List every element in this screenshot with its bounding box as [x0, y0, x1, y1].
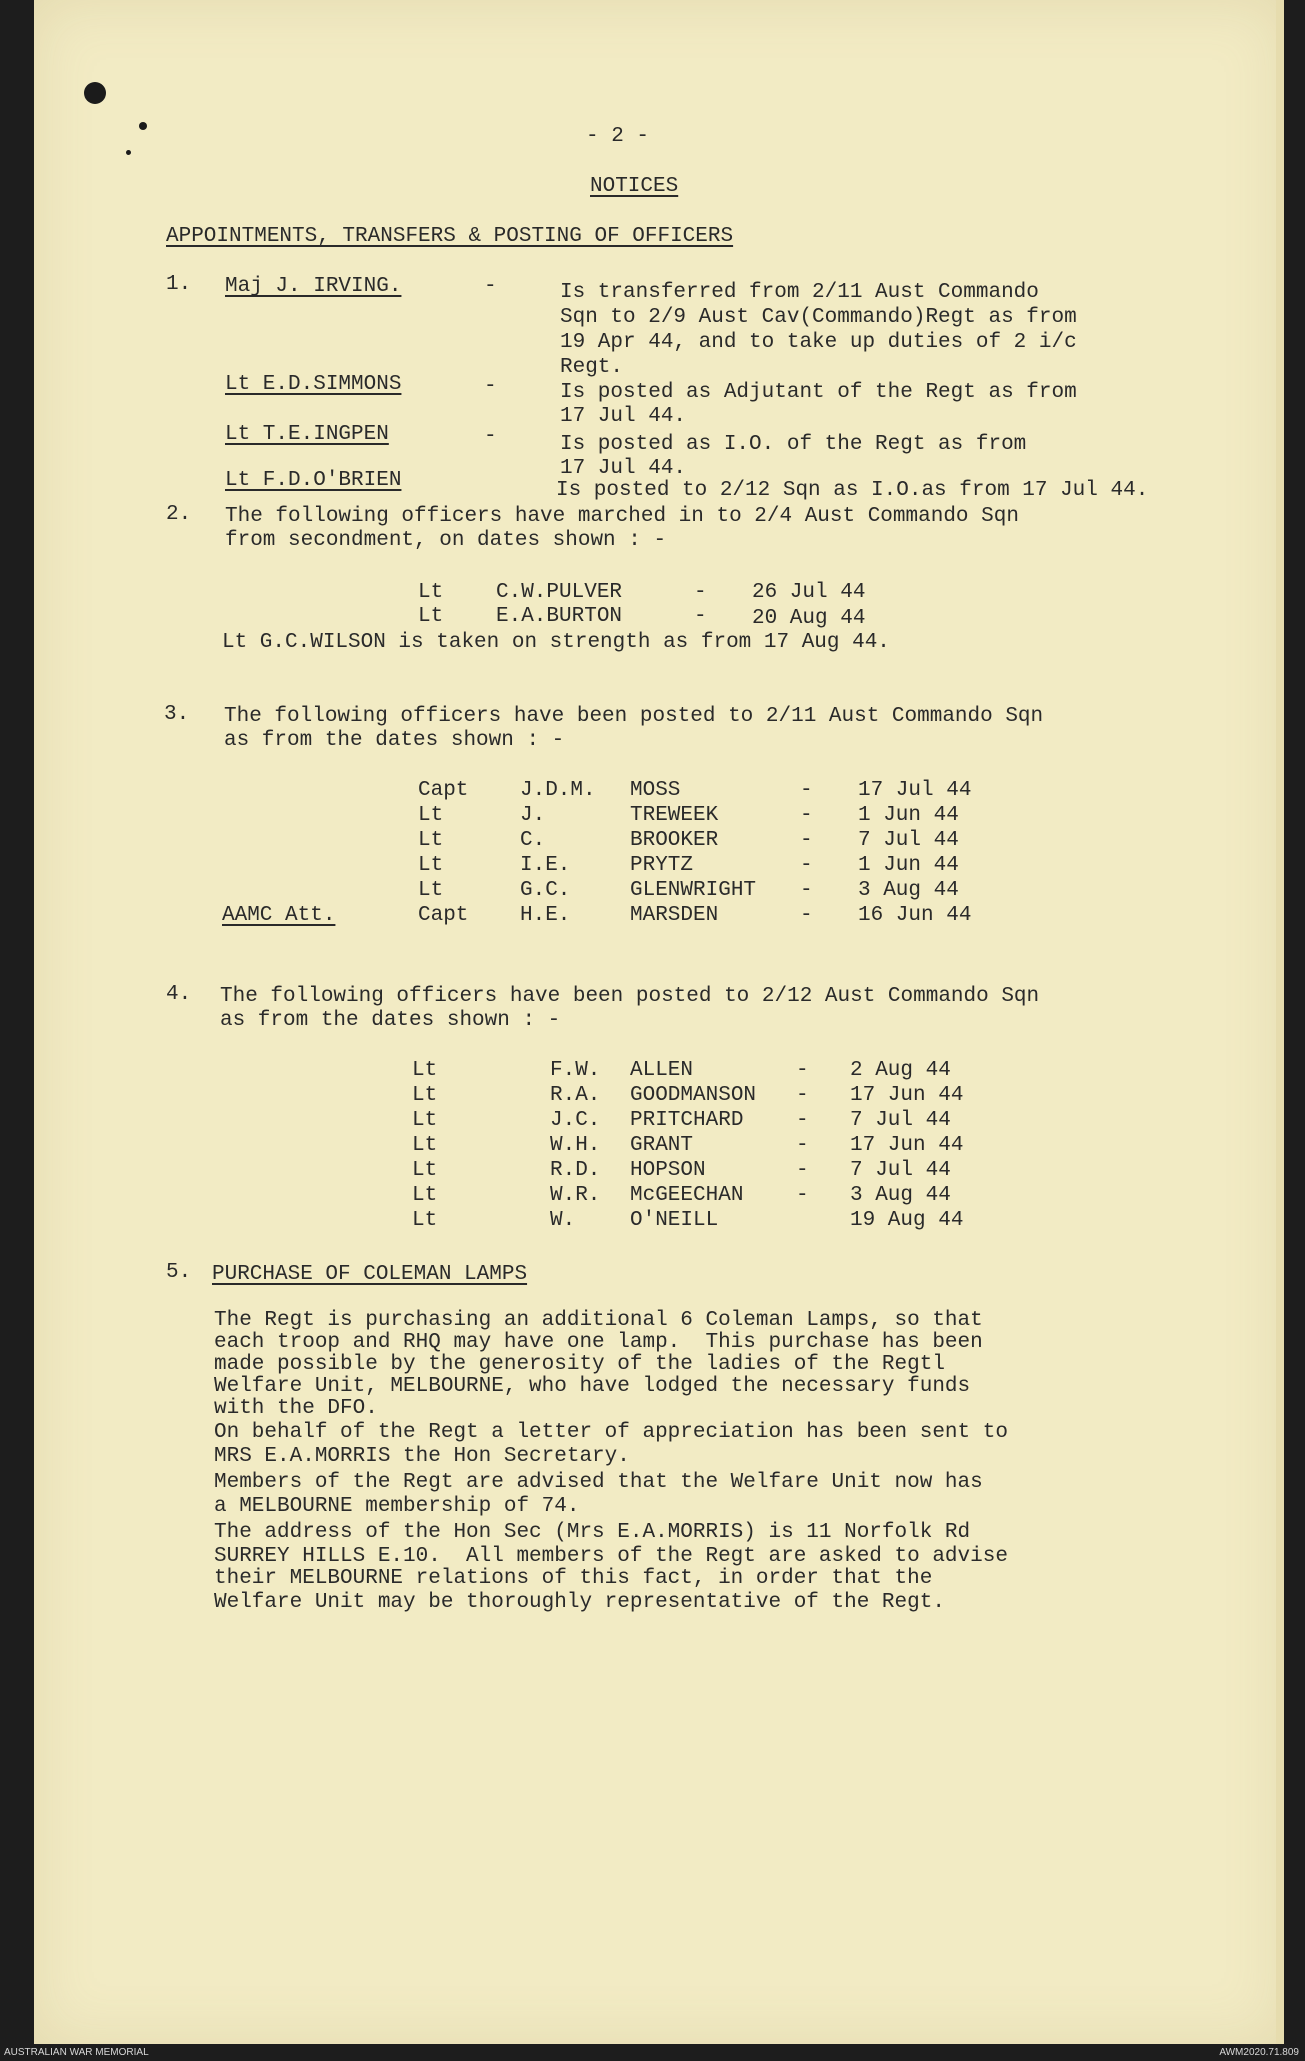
separator-dash: -: [800, 854, 813, 877]
paper-mark: [139, 122, 147, 130]
officer-rank: Lt: [412, 1084, 438, 1107]
separator-dash: -: [694, 581, 707, 604]
officer-initials: J.C.: [550, 1109, 601, 1132]
officer-initials: J.: [520, 804, 546, 827]
officer-initials: I.E.: [520, 854, 571, 877]
posting-date: 17 Jun 44: [850, 1134, 964, 1157]
officer-rank: Lt: [418, 605, 444, 628]
paragraph-line: The address of the Hon Sec (Mrs E.A.MORRIS) is 11 Norfolk Rd: [214, 1521, 971, 1544]
paragraph-line: On behalf of the Regt a letter of appreciation has been sent to: [214, 1421, 1008, 1444]
paper-mark: [126, 150, 131, 155]
separator-dash: -: [800, 879, 813, 902]
separator-dash: -: [800, 904, 813, 927]
officer-rank: Lt: [412, 1134, 438, 1157]
officer-rank: Lt: [418, 581, 444, 604]
notice-text: as from the dates shown : -: [224, 729, 565, 752]
officer-name: PRYTZ: [630, 854, 694, 877]
posting-date: 7 Jul 44: [850, 1109, 951, 1132]
officer-initials: J.D.M.: [520, 779, 596, 802]
separator-dash: -: [796, 1109, 809, 1132]
officer-name: McGEECHAN: [630, 1184, 744, 1207]
officer-initials: W.: [550, 1209, 576, 1232]
officer-rank: Lt: [412, 1109, 438, 1132]
separator-dash: -: [800, 804, 813, 827]
officer-name: GLENWRIGHT: [630, 879, 757, 902]
officer-name: Lt T.E.INGPEN: [225, 423, 389, 446]
posting-date: 2 Aug 44: [850, 1059, 951, 1082]
page-number: - 2 -: [586, 125, 650, 148]
item-number: 1.: [166, 273, 192, 296]
page-edge: [1276, 0, 1284, 2044]
officer-initials: H.E.: [520, 904, 571, 927]
officer-rank: Lt: [412, 1209, 438, 1232]
footer-archive-name: AUSTRALIAN WAR MEMORIAL: [4, 2047, 149, 2058]
separator-dash: -: [796, 1059, 809, 1082]
separator-dash: -: [694, 605, 707, 628]
notice-text: Is posted to 2/12 Sqn as I.O.as from 17 Jul 44.: [556, 479, 1149, 502]
posting-date: 1 Jun 44: [858, 804, 959, 827]
paragraph-line: each troop and RHQ may have one lamp. This purchase has been: [214, 1331, 983, 1354]
officer-rank: Lt: [418, 879, 444, 902]
separator-dash: -: [484, 275, 497, 298]
officer-rank: Lt: [418, 854, 444, 877]
posting-date: 20 Aug 44: [752, 607, 866, 630]
notice-text: Is posted as Adjutant of the Regt as from: [560, 381, 1077, 404]
notice-text: Is transferred from 2/11 Aust Commando: [560, 281, 1039, 304]
posting-date: 16 Jun 44: [858, 904, 972, 927]
posting-date: 17 Jul 44: [858, 779, 972, 802]
officer-name: ALLEN: [630, 1059, 694, 1082]
officer-rank: Lt: [418, 829, 444, 852]
notice-text: Is posted as I.O. of the Regt as from: [560, 433, 1027, 456]
officer-name: BROOKER: [630, 829, 719, 852]
notice-text: 19 Apr 44, and to take up duties of 2 i/c: [560, 331, 1077, 354]
item-number: 2.: [166, 503, 192, 526]
officer-initials: R.A.: [550, 1084, 601, 1107]
officer-name: C.W.PULVER: [496, 581, 623, 604]
officer-name: TREWEEK: [630, 804, 719, 827]
officer-name: GRANT: [630, 1134, 694, 1157]
officer-name: HOPSON: [630, 1159, 706, 1182]
officer-name: O'NEILL: [630, 1209, 719, 1232]
posting-date: 19 Aug 44: [850, 1209, 964, 1232]
officer-rank: Capt: [418, 779, 469, 802]
notice-text: Lt G.C.WILSON is taken on strength as from 17 Aug 44.: [222, 631, 890, 654]
item-number: 4.: [166, 983, 192, 1006]
paragraph-line: their MELBOURNE relations of this fact, in order that the: [214, 1567, 933, 1590]
paragraph-line: Members of the Regt are advised that the Welfare Unit now has: [214, 1471, 983, 1494]
paragraph-line: a MELBOURNE membership of 74.: [214, 1495, 580, 1518]
officer-name: MOSS: [630, 779, 681, 802]
section-heading: APPOINTMENTS, TRANSFERS & POSTING OF OFFICERS: [166, 225, 734, 248]
paragraph-line: The Regt is purchasing an additional 6 Coleman Lamps, so that: [214, 1309, 983, 1332]
notice-text: The following officers have been posted to 2/12 Aust Commando Sqn: [220, 985, 1040, 1008]
separator-dash: -: [800, 779, 813, 802]
officer-rank: Capt: [418, 904, 469, 927]
attachment-label: AAMC Att.: [222, 904, 336, 927]
posting-date: 7 Jul 44: [850, 1159, 951, 1182]
notice-text: Sqn to 2/9 Aust Cav(Commando)Regt as from: [560, 306, 1077, 329]
paragraph-line: made possible by the generosity of the ladies of the Regtl: [214, 1353, 945, 1376]
paragraph-line: SURREY HILLS E.10. All members of the Regt are asked to advise: [214, 1545, 1008, 1568]
paragraph-line: with the DFO.: [214, 1397, 378, 1420]
officer-name: Maj J. IRVING.: [225, 275, 402, 298]
item-number: 3.: [164, 703, 190, 726]
officer-initials: C.: [520, 829, 546, 852]
officer-name: MARSDEN: [630, 904, 719, 927]
separator-dash: -: [800, 829, 813, 852]
officer-name: E.A.BURTON: [496, 605, 623, 628]
notice-text: Regt.: [560, 356, 624, 379]
notice-text: as from the dates shown : -: [220, 1009, 561, 1032]
officer-name: GOODMANSON: [630, 1084, 757, 1107]
officer-rank: Lt: [412, 1184, 438, 1207]
posting-date: 3 Aug 44: [850, 1184, 951, 1207]
paragraph-line: Welfare Unit, MELBOURNE, who have lodged the necessary funds: [214, 1375, 971, 1398]
officer-rank: Lt: [418, 804, 444, 827]
notice-text: from secondment, on dates shown : -: [225, 529, 667, 552]
notice-text: The following officers have been posted to 2/11 Aust Commando Sqn: [224, 705, 1044, 728]
officer-name: PRITCHARD: [630, 1109, 744, 1132]
separator-dash: -: [796, 1159, 809, 1182]
page-title: NOTICES: [590, 175, 679, 198]
officer-initials: G.C.: [520, 879, 571, 902]
notice-text: 17 Jul 44.: [560, 457, 687, 480]
officer-initials: W.R.: [550, 1184, 601, 1207]
separator-dash: -: [796, 1184, 809, 1207]
posting-date: 7 Jul 44: [858, 829, 959, 852]
posting-date: 26 Jul 44: [752, 581, 866, 604]
separator-dash: -: [796, 1084, 809, 1107]
officer-name: Lt F.D.O'BRIEN: [225, 469, 402, 492]
officer-rank: Lt: [412, 1059, 438, 1082]
item-heading: PURCHASE OF COLEMAN LAMPS: [212, 1263, 528, 1286]
paragraph-line: MRS E.A.MORRIS the Hon Secretary.: [214, 1445, 630, 1468]
paragraph-line: Welfare Unit may be thoroughly representative of the Regt.: [214, 1591, 945, 1614]
separator-dash: -: [484, 375, 497, 398]
punch-hole: [84, 82, 106, 104]
posting-date: 1 Jun 44: [858, 854, 959, 877]
separator-dash: -: [484, 425, 497, 448]
footer-reference: AWM2020.71.809: [1219, 2047, 1299, 2058]
notice-text: The following officers have marched in to 2/4 Aust Commando Sqn: [225, 505, 1019, 528]
officer-rank: Lt: [412, 1159, 438, 1182]
officer-name: Lt E.D.SIMMONS: [225, 373, 402, 396]
officer-initials: R.D.: [550, 1159, 601, 1182]
item-number: 5.: [166, 1261, 192, 1284]
officer-initials: W.H.: [550, 1134, 601, 1157]
posting-date: 3 Aug 44: [858, 879, 959, 902]
separator-dash: -: [796, 1134, 809, 1157]
officer-initials: F.W.: [550, 1059, 601, 1082]
posting-date: 17 Jun 44: [850, 1084, 964, 1107]
notice-text: 17 Jul 44.: [560, 405, 687, 428]
